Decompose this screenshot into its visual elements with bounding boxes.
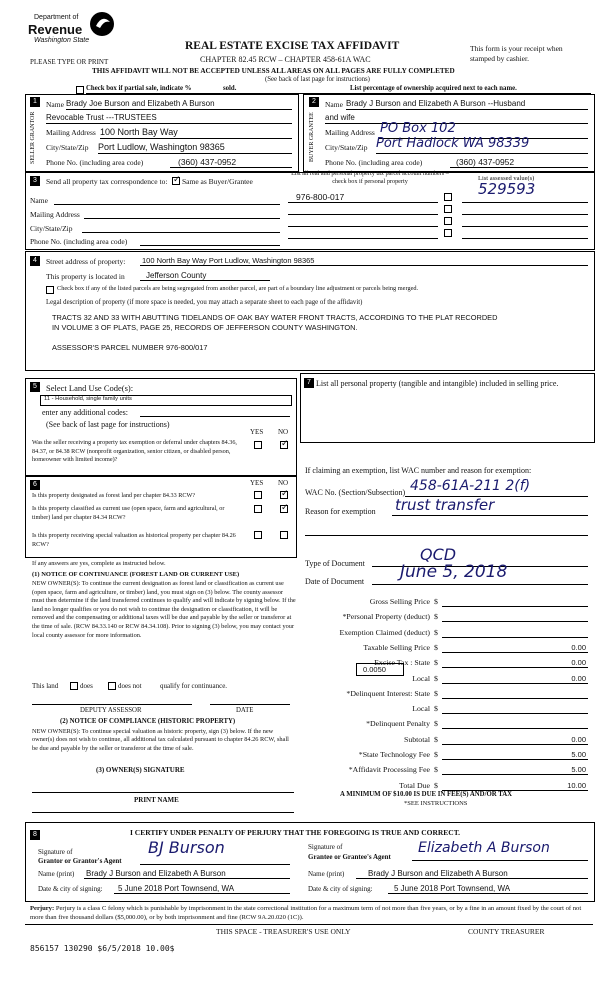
seller-phone-label: Phone No. (including area code)	[46, 158, 144, 167]
buyer-city[interactable]: Port Hadlock WA 98339	[376, 136, 530, 151]
see-back-text: (See back of last page for instructions)	[265, 76, 370, 83]
tax-rate-value: 0.0050	[363, 665, 386, 674]
forest-q1-no-checkbox[interactable]	[280, 491, 288, 499]
parcel-3-personal-checkbox[interactable]	[444, 217, 452, 225]
affidavit-processing-fee-row	[300, 765, 590, 777]
state-technology-fee-row	[300, 750, 590, 762]
notice-compliance-title: (2) NOTICE OF COMPLIANCE (HISTORIC PROPERTY)	[60, 718, 236, 725]
forest-q1-yes-checkbox[interactable]	[254, 491, 262, 499]
assessor-parcel[interactable]: ASSESSOR'S PARCEL NUMBER 976-800/017	[52, 343, 208, 352]
forest-q2-yes-checkbox[interactable]	[254, 505, 262, 513]
parcel-1-personal-checkbox[interactable]	[444, 193, 452, 201]
taxable-selling-price-row	[300, 643, 590, 655]
buyer-address-label: Mailing Address	[325, 128, 375, 137]
buyer-address[interactable]: PO Box 102	[380, 121, 456, 136]
excise-tax-state-dollar: $	[434, 658, 438, 668]
legal-line-2[interactable]: IN VOLUME 3 OF PLATS, PAGE 25, RECORDS OF JEFFERSON COUNTY WASHINGTON.	[52, 323, 358, 332]
exemption-yes-checkbox[interactable]	[254, 441, 262, 449]
exemption-claimed-row	[300, 628, 590, 640]
affidavit-processing-fee-value[interactable]: 5.00	[571, 765, 586, 775]
segregated-checkbox[interactable]	[46, 286, 54, 294]
taxable-selling-price-value[interactable]: 0.00	[571, 642, 586, 652]
same-as-buyer-label: Same as Buyer/Grantee	[182, 177, 253, 186]
land-use-yes-header: YES	[250, 428, 264, 436]
located-label: This property is located in	[46, 272, 125, 281]
delinquent-interest-local-dollar: $	[434, 704, 438, 714]
see-instructions-text: *SEE INSTRUCTIONS	[404, 800, 468, 807]
buyer-phone-label: Phone No. (including area code)	[325, 158, 423, 167]
perjury-label: Perjury:	[30, 905, 55, 912]
notice-compliance-body: NEW OWNER(S): To continue special valuation as historic property, sign (3) below. If the new owner(s) does not wish to continue, all additional tax calculated pursuant to chapter 84.26 RCW, shall be due and payable by the seller or transferor at the time of sale.	[32, 728, 289, 752]
section-2-number: 2	[309, 97, 319, 107]
ownership-label: List percentage of ownership acquired next to each name.	[350, 85, 517, 92]
county-treasurer-label: COUNTY TREASURER	[468, 927, 545, 936]
grantee-name-label: Name (print)	[308, 870, 345, 878]
doc-type-value[interactable]: QCD	[420, 545, 457, 564]
buyer-phone[interactable]: (360) 437-0952	[456, 157, 515, 167]
taxable-selling-price-label: Taxable Selling Price	[363, 642, 430, 652]
section-8-number: 8	[30, 830, 40, 840]
seller-address[interactable]: 100 North Bay Way	[100, 127, 178, 137]
street-label: Street address of property:	[46, 257, 126, 266]
excise-tax-state-label: Excise Tax : State	[374, 658, 430, 668]
forest-q1: Is this property designated as forest land per chapter 84.33 RCW?	[32, 492, 196, 499]
exemption-claimed-dollar: $	[434, 627, 438, 637]
seller-city[interactable]: Port Ludlow, Washington 98365	[98, 142, 225, 152]
total-due-label: Total Due	[399, 780, 430, 790]
perjury-text: Perjury is a class C felony which is punishable by imprisonment in the state correctional institution for a maximum term of not more than five years, or by a fine in an amount fixed by the court of not more than five thousand dollars ($5,000.00), or by both imprisonment and fine (RCW 9A.20.020 (1C)).	[30, 905, 582, 921]
delinquent-interest-local-label: Local	[412, 704, 430, 714]
land-use-select[interactable]	[40, 395, 292, 406]
delinquent-penalty-dollar: $	[434, 719, 438, 729]
parcel-4-personal-checkbox[interactable]	[444, 229, 452, 237]
exemption-no-checkbox[interactable]	[280, 441, 288, 449]
exemption-claim-label: If claiming an exemption, list WAC number and reason for exemption:	[305, 466, 532, 475]
print-name-label: PRINT NAME	[134, 796, 179, 804]
land-use-no-header: NO	[278, 428, 289, 436]
corr-city-label: City/State/Zip	[30, 224, 73, 233]
delinquent-interest-state-row	[300, 689, 590, 701]
notice-continuance-body: NEW OWNER(S): To continue the current designation as forest land or classification as current use (open space, farm and agriculture, or timber) land, you must sign on (3) below. The county assessor must then determine if the land transferred continues to qualify and will indicate by signing below. If the land no longer qualifies or you do not wish to continue the designation or classification, it will be removed and the compensating or additional taxes will be due and payable by the seller or transferor at the time of sale. (RCW 84.33.140 or RCW 84.34.108). Prior to signing (3) below, you may contact your local county assessor for more information.	[32, 580, 296, 639]
if-yes-instruction: If any answers are yes, complete as instructed below.	[32, 560, 166, 567]
correspondence-label: Send all property tax correspondence to:	[46, 177, 168, 186]
forest-q2: Is this property classified as current use (open space, farm and agricultural, or timber) land per chapter 84.34 RCW?	[32, 505, 225, 521]
doc-date-label: Date of Document	[305, 577, 365, 586]
logo-sub-text: Washington State	[34, 37, 90, 44]
grantee-date-label: Date & city of signing:	[308, 885, 373, 893]
subtotal-value[interactable]: 0.00	[571, 734, 586, 744]
section-4-number: 4	[30, 256, 40, 266]
total-due-value[interactable]: 10.00	[567, 780, 586, 790]
assessed-value[interactable]: 529593	[478, 180, 536, 198]
grantee-name[interactable]: Brady J Burson and Elizabeth A Burson	[368, 869, 508, 878]
grantor-date[interactable]: 5 June 2018 Port Townsend, WA	[118, 884, 235, 893]
forest-q3-yes-checkbox[interactable]	[254, 531, 262, 539]
gross-selling-price-row	[300, 597, 590, 609]
excise-tax-local-value[interactable]: 0.00	[571, 673, 586, 683]
state-technology-fee-value[interactable]: 5.00	[571, 750, 586, 759]
grantee-sig-label-1: Signature of	[308, 843, 343, 851]
grantor-date-label: Date & city of signing:	[38, 885, 103, 893]
grantee-signature[interactable]: Elizabeth A Burson	[418, 840, 550, 856]
assessed-header: List assessed value(s)	[478, 175, 535, 182]
tax-rate-box[interactable]	[356, 663, 404, 676]
subtotal-label: Subtotal	[404, 734, 430, 744]
forest-q3: Is this property receiving special valuation as historical property per chapter 84.26 RCW?	[32, 532, 236, 548]
please-type-text: PLEASE TYPE OR PRINT	[30, 58, 109, 66]
legal-line-1[interactable]: TRACTS 32 AND 33 WITH ABUTTING TIDELANDS OF OAK BAY WATER FRONT TRACTS, ACCORDING TO THE PLAT RECORDED	[52, 313, 498, 322]
forest-yes-header: YES	[250, 479, 264, 487]
forest-q2-no-checkbox[interactable]	[280, 505, 288, 513]
grantor-name[interactable]: Brady J Burson and Elizabeth A Burson	[86, 869, 226, 878]
parcel-number[interactable]: 976-800-017	[296, 192, 345, 202]
personal-property-deduct-row	[300, 612, 590, 624]
corr-phone-label: Phone No. (including area code)	[30, 237, 128, 246]
doc-type-label: Type of Document	[305, 559, 365, 568]
sold-label: sold.	[223, 85, 237, 92]
additional-codes-label: enter any additional codes:	[42, 408, 128, 417]
deputy-assessor-label: DEPUTY ASSESSOR	[80, 707, 142, 714]
partial-sale-label: Check box if partial sale, indicate %	[86, 85, 192, 92]
logo-top-text: Department of	[34, 14, 79, 21]
segregated-label: Check box if any of the listed parcels are being segregated from another parcel, are part of a boundary line adjustment or parcels being merged.	[57, 285, 419, 292]
personal-property-deduct-label: *Personal Property (deduct)	[342, 612, 430, 622]
date-label: DATE	[236, 707, 254, 714]
corr-name-label: Name	[30, 196, 48, 205]
taxable-selling-price-dollar: $	[434, 642, 438, 652]
grantee-date[interactable]: 5 June 2018 Port Townsend, WA	[394, 884, 511, 893]
wac-number[interactable]: 458-61A-211 2(f)	[410, 478, 531, 494]
buyer-city-label: City/State/Zip	[325, 143, 368, 152]
reason-label: Reason for exemption	[305, 507, 376, 516]
warning-text: THIS AFFIDAVIT WILL NOT BE ACCEPTED UNLESS ALL AREAS ON ALL PAGES ARE FULLY COMPLETED	[92, 67, 455, 75]
exemption-claimed-label: Exemption Claimed (deduct)	[339, 627, 430, 637]
personal-property-label: List all personal property (tangible and intangible) included in selling price.	[316, 379, 559, 388]
excise-tax-state-row	[300, 658, 590, 670]
same-as-buyer-checkbox[interactable]	[172, 177, 180, 185]
receipt-stamp: 856157 130290 $6/5/2018 10.00$	[30, 944, 175, 953]
excise-tax-local-dollar: $	[434, 673, 438, 683]
subtotal-dollar: $	[434, 734, 438, 744]
seller-name-label: Name	[46, 100, 64, 109]
perjury-notice	[30, 904, 590, 922]
does-label: does	[80, 682, 93, 690]
seller-address-label: Mailing Address	[46, 128, 96, 137]
state-technology-fee-label: *State Technology Fee	[358, 750, 430, 759]
affidavit-processing-fee-dollar: $	[434, 765, 438, 775]
excise-tax-local-row	[300, 674, 590, 686]
land-use-see-back: (See back of last page for instructions)	[46, 420, 170, 429]
legal-label: Legal description of property (if more space is needed, you may attach a separate sheet to each page of the affidavit)	[46, 299, 363, 306]
grantor-name-label: Name (print)	[38, 870, 75, 878]
does-not-checkbox[interactable]	[108, 682, 116, 690]
buyer-name-label: Name	[325, 100, 343, 109]
delinquent-penalty-row	[300, 719, 590, 731]
seller-side-label: SELLER GRANTOR	[30, 111, 36, 164]
land-use-label: Select Land Use Code(s):	[46, 383, 134, 393]
delinquent-interest-state-dollar: $	[434, 688, 438, 698]
county-value[interactable]: Jefferson County	[146, 271, 207, 280]
partial-sale-checkbox[interactable]	[76, 86, 84, 94]
section-7-number: 7	[304, 378, 314, 388]
grantee-sig-label-2: Grantee or Grantee's Agent	[308, 853, 391, 861]
grantor-signature[interactable]: BJ Burson	[148, 838, 225, 857]
wac-label: WAC No. (Section/Subsection)	[305, 488, 406, 497]
personal-property-deduct-dollar: $	[434, 612, 438, 622]
minimum-due-text: A MINIMUM OF $10.00 IS DUE IN FEE(S) AND/OR TAX	[340, 791, 513, 798]
section-1-number: 1	[30, 97, 40, 107]
doc-date-value[interactable]: June 5, 2018	[400, 562, 508, 582]
section-6-number: 6	[30, 480, 40, 490]
logo-swirl-icon	[88, 10, 116, 38]
does-not-label: does not	[118, 682, 142, 690]
seller-phone[interactable]: (360) 437-0952	[178, 157, 237, 167]
logo-main-text: Revenue	[28, 22, 83, 37]
revenue-logo	[28, 10, 118, 50]
total-due-dollar: $	[434, 780, 438, 790]
corr-address-label: Mailing Address	[30, 210, 80, 219]
gross-selling-price-dollar: $	[434, 597, 438, 606]
parcel-header: List all real and personal property tax parcel account numbers – check box if personal property	[291, 170, 449, 185]
this-land-label: This land	[32, 682, 59, 690]
forest-no-header: NO	[278, 479, 289, 487]
buyer-name[interactable]: Brady J Burson and Elizabeth A Burson --Husband	[346, 99, 526, 108]
state-technology-fee-dollar: $	[434, 750, 438, 759]
grantor-sig-label-1: Signature of	[38, 848, 73, 856]
seller-city-label: City/State/Zip	[46, 143, 89, 152]
property-section	[25, 251, 595, 371]
affidavit-processing-fee-label: *Affidavit Processing Fee	[348, 765, 430, 775]
gross-selling-price-label: Gross Selling Price	[369, 597, 430, 606]
notice-continuance-title: (1) NOTICE OF CONTINUANCE (FOREST LAND OR CURRENT USE)	[32, 571, 240, 578]
delinquent-interest-local-row	[300, 704, 590, 716]
delinquent-interest-state-label: *Delinquent Interest: State	[346, 688, 430, 698]
chapter-text: CHAPTER 82.45 RCW – CHAPTER 458-61A WAC	[200, 55, 371, 64]
qualify-label: qualify for continuance.	[160, 682, 228, 690]
parcel-2-personal-checkbox[interactable]	[444, 205, 452, 213]
certify-statement: I CERTIFY UNDER PENALTY OF PERJURY THAT THE FOREGOING IS TRUE AND CORRECT.	[130, 828, 461, 837]
subtotal-row	[300, 735, 590, 747]
seller-name[interactable]: Brady Joe Burson and Elizabeth A Burson	[66, 99, 215, 108]
buyer-side-label: BUYER GRANTEE	[309, 112, 315, 163]
section-5-number: 5	[30, 382, 40, 392]
section-3-number: 3	[30, 176, 40, 186]
does-checkbox[interactable]	[70, 682, 78, 690]
receipt-note: This form is your receipt when stamped by cashier.	[470, 44, 563, 63]
delinquent-penalty-label: *Delinquent Penalty	[366, 719, 430, 729]
buyer-name-line2[interactable]: and wife	[325, 113, 355, 122]
street-address[interactable]: 100 North Bay Way Port Ludlow, Washington 98365	[142, 256, 315, 265]
grantor-sig-label-2: Grantor or Grantor's Agent	[38, 857, 122, 865]
treasurer-space-label: THIS SPACE - TREASURER'S USE ONLY	[216, 927, 351, 936]
owner-signature-label: (3) OWNER(S) SIGNATURE	[96, 766, 185, 774]
seller-name-line2[interactable]: Revocable Trust ---TRUSTEES	[46, 113, 157, 122]
excise-tax-state-value[interactable]: 0.00	[571, 658, 586, 668]
forest-q3-no-checkbox[interactable]	[280, 531, 288, 539]
land-use-code: 11 - Household, single family units	[44, 396, 132, 402]
excise-tax-local-label: Local	[412, 673, 430, 683]
exemption-question: Was the seller receiving a property tax exemption or deferral under chapters 84.36, 84.37, or 84.38 RCW (nonprofit organization, senior citizen, or disabled person, homeowner with limited income)?	[32, 439, 237, 463]
reason-value[interactable]: trust transfer	[395, 496, 495, 514]
form-title: REAL ESTATE EXCISE TAX AFFIDAVIT	[185, 40, 400, 52]
